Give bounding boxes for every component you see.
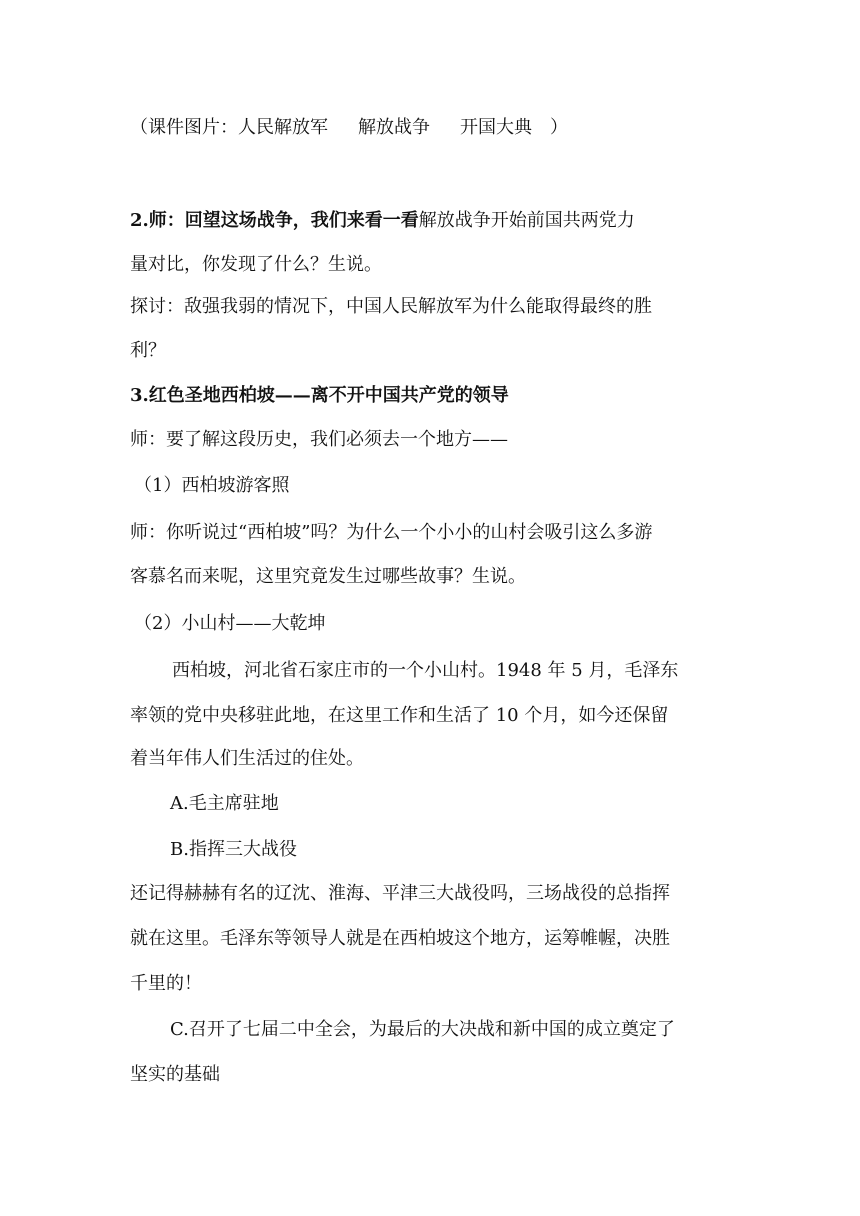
paragraph-line-3: 着当年伟人们生活过的住处。 — [130, 748, 364, 769]
section-2-line-2: 量对比，你发现了什么？生说。 — [130, 254, 382, 275]
caption-open: （课件图片：人民解放军 — [130, 117, 328, 138]
discussion-line-1: 探讨：敌强我弱的情况下，中国人民解放军为什么能取得最终的胜 — [130, 296, 652, 317]
caption-item-2: 解放战争 — [358, 117, 430, 138]
section-2-rest: 解放战争开始前国共两党力 — [418, 210, 635, 231]
battle-line-1: 还记得赫赫有名的辽沈、淮海、平津三大战役吗，三场战役的总指挥 — [130, 883, 670, 904]
discussion-line-2: 利？ — [130, 340, 166, 361]
teacher-question-line-2: 客慕名而来呢，这里究竟发生过哪些故事？生说。 — [130, 566, 526, 587]
teacher-question-line-1: 师：你听说过“西柏坡”吗？为什么一个小小的山村会吸引这么多游 — [130, 522, 653, 543]
section-2-bold: 2.师：回望这场战争，我们来看一看 — [130, 210, 419, 231]
teacher-line: 师：要了解这段历史，我们必须去一个地方—— — [130, 429, 508, 450]
courseware-caption — [130, 116, 568, 140]
subsection-2: （2）小山村——大乾坤 — [134, 613, 326, 634]
battle-line-3: 千里的！ — [130, 973, 202, 994]
battle-line-2: 就在这里。毛泽东等领导人就是在西柏坡这个地方，运筹帷幄，决胜 — [130, 928, 670, 949]
paragraph-line-2: 率领的党中央移驻此地，在这里工作和生活了 10 个月，如今还保留 — [130, 705, 669, 726]
section-2-line-1 — [130, 209, 635, 233]
section-3-heading: 3.红色圣地西柏坡——离不开中国共产党的领导 — [130, 385, 509, 406]
item-b: B.指挥三大战役 — [170, 839, 297, 860]
subsection-1: （1）西柏坡游客照 — [134, 475, 290, 496]
item-c-line-1: C.召开了七届二中全会，为最后的大决战和新中国的成立奠定了 — [170, 1019, 675, 1040]
caption-close: ） — [550, 117, 568, 138]
paragraph-line-1: 西柏坡，河北省石家庄市的一个小山村。1948 年 5 月，毛泽东 — [172, 660, 679, 681]
caption-item-3: 开国大典 — [460, 117, 532, 138]
item-c-line-2: 坚实的基础 — [130, 1064, 220, 1085]
item-a: A.毛主席驻地 — [170, 793, 279, 814]
